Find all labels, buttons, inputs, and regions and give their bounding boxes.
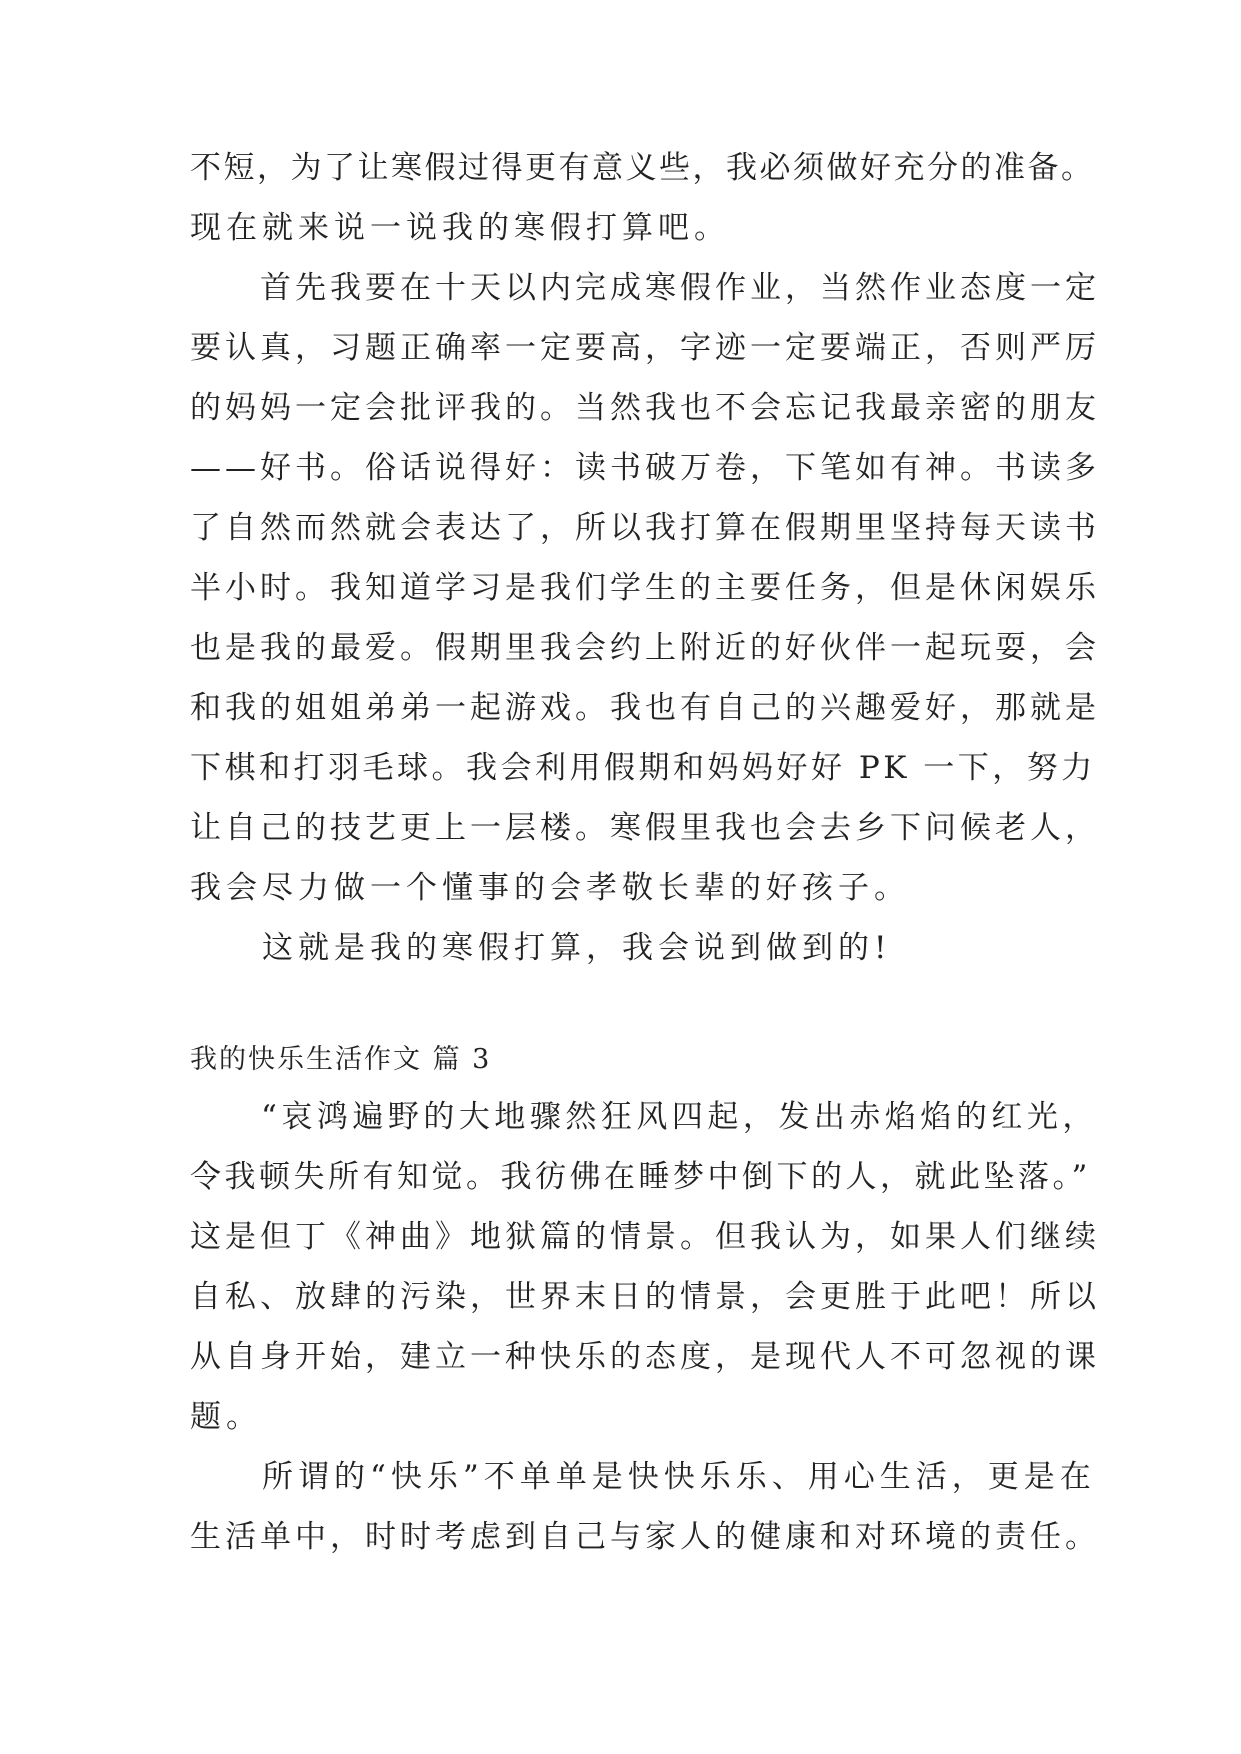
text-line: 令我顿失所有知觉。我彷佛在睡梦中倒下的人，就此坠落。” [190,1159,1091,1195]
text-line: 的妈妈一定会批评我的。当然我也不会忘记我最亲密的朋友 [190,390,1100,426]
text-line: 这是但丁《神曲》地狱篇的情景。但我认为，如果人们继续 [190,1219,1100,1255]
text-line: 了自然而然就会表达了，所以我打算在假期里坚持每天读书 [190,510,1100,546]
section-heading: 我的快乐生活作文 篇 3 [190,1044,492,1075]
text-line: 半小时。我知道学习是我们学生的主要任务，但是休闲娱乐 [190,570,1100,606]
text-line: 要认真，习题正确率一定要高，字迹一定要端正，否则严厉 [190,330,1100,366]
text-line: 自私、放肆的污染，世界末日的情景，会更胜于此吧！所以 [190,1279,1100,1315]
text-line: ——好书。俗话说得好：读书破万卷，下笔如有神。书读多 [190,450,1100,486]
text-line: 现在就来说一说我的寒假打算吧。 [190,210,730,246]
text-line: 不短，为了让寒假过得更有意义些，我必须做好充分的准备。 [190,150,1095,186]
text-line: 这就是我的寒假打算，我会说到做到的! [190,930,892,966]
text-line: 我会尽力做一个懂事的会孝敬长辈的好孩子。 [190,870,910,906]
text-line: 生活单中，时时考虑到自己与家人的健康和对环境的责任。 [190,1519,1100,1555]
text-line: 让自己的技艺更上一层楼。寒假里我也会去乡下问候老人， [190,810,1100,846]
text-line: 下棋和打羽毛球。我会利用假期和妈妈好好 PK 一下，努力 [190,750,1096,786]
text-line: 所谓的“快乐”不单单是快快乐乐、用心生活，更是在 [190,1459,1096,1495]
text-line: 也是我的最爱。假期里我会约上附近的好伙伴一起玩耍，会 [190,630,1100,666]
text-line: 首先我要在十天以内完成寒假作业，当然作业态度一定 [190,270,1100,306]
text-line: 和我的姐姐弟弟一起游戏。我也有自己的兴趣爱好，那就是 [190,690,1100,726]
text-line: 从自身开始，建立一种快乐的态度，是现代人不可忽视的课 [190,1339,1100,1375]
text-line: 题。 [190,1399,262,1435]
text-line: “哀鸿遍野的大地骤然狂风四起，发出赤焰焰的红光， [190,1099,1098,1135]
